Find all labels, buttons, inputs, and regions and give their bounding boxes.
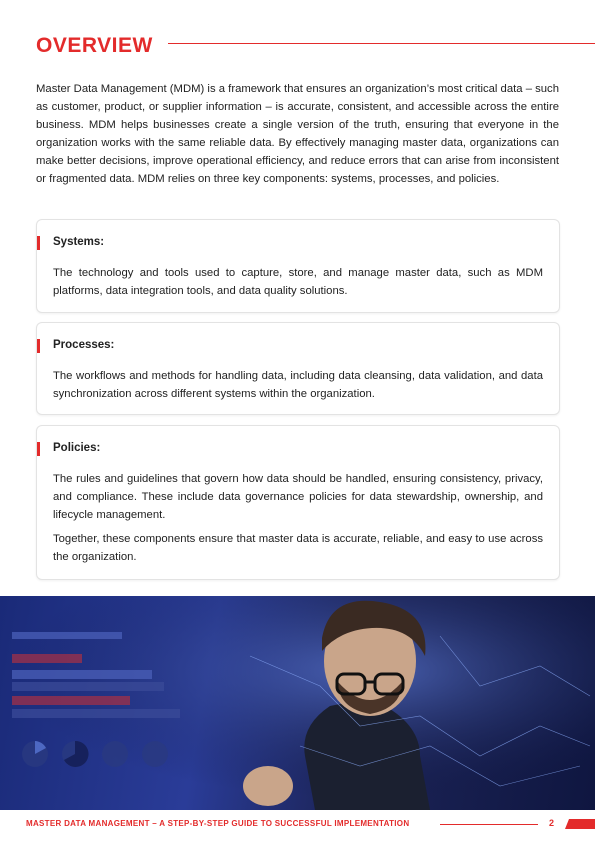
card-title: Systems: bbox=[53, 236, 105, 248]
card-processes bbox=[36, 322, 560, 415]
page-title: OVERVIEW bbox=[36, 34, 153, 57]
card-title: Processes: bbox=[53, 339, 115, 351]
title-row bbox=[36, 34, 595, 58]
intro-paragraph: Master Data Management (MDM) is a framework that ensures an organization’s most critical data – such as customer, product, or supplier information – is accurate, consistent, and accessible across the entire business. MDM helps businesses create a single version of the truth, ensuring that everyone in the organization works with the same reliable data. By effectively managing master data, organizations can make better decisions, improve operational efficiency, and reduce errors that can arise from inconsistent or fragmented data. MDM relies on three key components: systems, processes, and policies. bbox=[36, 83, 559, 185]
footer-title: MASTER DATA MANAGEMENT – A STEP-BY-STEP GUIDE TO SUCCESSFUL IMPLEMENTATION bbox=[26, 819, 410, 828]
card-accent-bar bbox=[37, 236, 40, 250]
card-policies bbox=[36, 425, 560, 580]
photo-illustration bbox=[0, 596, 595, 810]
page-number: 2 bbox=[549, 818, 555, 828]
card-title: Policies: bbox=[53, 442, 101, 454]
card-text-summary: Together, these components ensure that master data is accurate, reliable, and easy to use across the organization. bbox=[53, 533, 543, 563]
card-systems bbox=[36, 219, 560, 313]
hero-photo bbox=[0, 596, 595, 810]
footer-divider bbox=[440, 824, 538, 825]
card-text: The workflows and methods for handling data, including data cleansing, data validation, and data synchronization across different systems within the organization. bbox=[53, 370, 543, 400]
card-accent-bar bbox=[37, 442, 40, 456]
card-accent-bar bbox=[37, 339, 40, 353]
title-divider bbox=[168, 43, 595, 44]
footer-accent-tab bbox=[565, 819, 595, 829]
card-text: The technology and tools used to capture, store, and manage master data, such as MDM platforms, data integration tools, and data quality solutions. bbox=[53, 267, 543, 297]
page-footer bbox=[0, 810, 595, 842]
card-text: The rules and guidelines that govern how data should be handled, ensuring consistency, privacy, and compliance. These include data governance policies for data stewardship, ownership, and lifecycle management. bbox=[53, 473, 543, 521]
